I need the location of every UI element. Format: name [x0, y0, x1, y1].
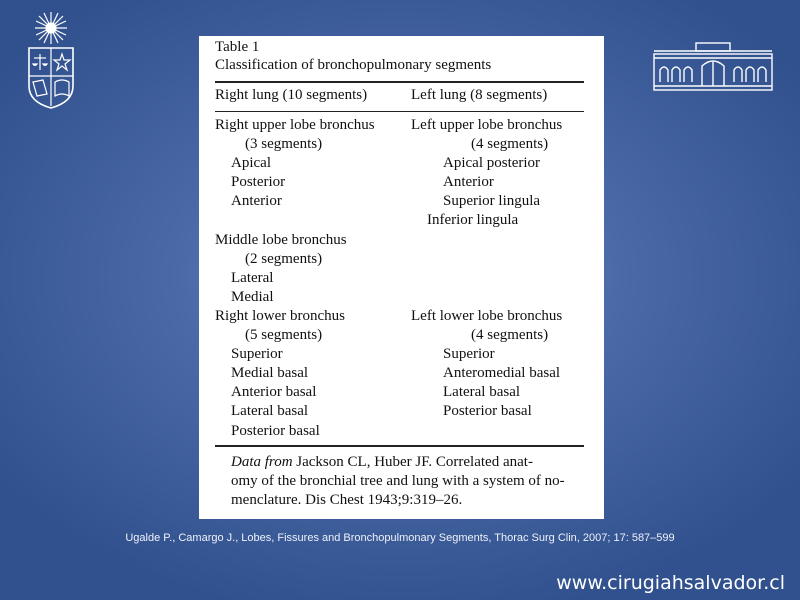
- table-row: [215, 402, 584, 421]
- table-row: [215, 154, 584, 173]
- left-lung-cell: [427, 269, 584, 288]
- left-lung-cell: Superior: [443, 346, 495, 363]
- right-lung-cell: Apical: [231, 155, 271, 172]
- footnote-line-2: omy of the bronchial tree and lung with a system of no-: [231, 472, 565, 489]
- source-citation: Ugalde P., Camargo J., Lobes, Fissures and Bronchopulmonary Segments, Thorac Surg Clin, 2007; 17: 587–599: [125, 532, 675, 544]
- right-lung-cell: Middle lobe bronchus: [215, 231, 347, 248]
- footnote-line-1: [231, 453, 584, 472]
- right-lung-cell: (3 segments): [245, 136, 323, 153]
- right-lung-cell: Right lower bronchus: [215, 307, 345, 324]
- left-lung-cell: Inferior lingula: [427, 212, 519, 229]
- table-title: Table 1: [215, 39, 260, 55]
- right-lung-cell: Superior: [231, 346, 283, 363]
- left-lung-cell: Superior lingula: [443, 193, 541, 210]
- building-facade-icon: [652, 40, 774, 92]
- left-lung-cell: Left upper lobe bronchus: [411, 117, 563, 133]
- classification-table-card: [199, 36, 604, 519]
- left-lung-cell: (4 segments): [471, 136, 549, 153]
- left-lung-cell: [441, 250, 584, 269]
- left-lung-cell: Anteromedial basal: [443, 365, 561, 382]
- website-url: www.cirugiahsalvador.cl: [556, 572, 785, 594]
- right-lung-cell: (5 segments): [245, 327, 323, 344]
- right-lung-cell: Anterior: [231, 193, 282, 210]
- table-row: [215, 288, 584, 307]
- table-header-row: [215, 83, 584, 111]
- table-body: [215, 112, 584, 445]
- table-row: [215, 422, 584, 441]
- table-row: [215, 211, 584, 230]
- shield-emblem-icon: [25, 10, 77, 110]
- left-lung-cell: [427, 288, 584, 307]
- left-lung-cell: Left lower lobe bronchus: [411, 307, 563, 324]
- table-row: [215, 307, 584, 326]
- table-row: [215, 231, 584, 250]
- right-lung-cell: Lateral basal: [231, 403, 309, 420]
- table-row: [215, 192, 584, 211]
- left-lung-cell: [427, 422, 584, 441]
- table-row: [215, 326, 584, 345]
- hospital-building-logo: [652, 40, 774, 92]
- right-lung-cell: Posterior basal: [231, 422, 320, 439]
- footnote-text-1: Jackson CL, Huber JF. Correlated anat-: [292, 453, 533, 470]
- right-lung-cell: Right upper lobe bronchus: [215, 117, 375, 133]
- table-row: [215, 116, 584, 135]
- table-subtitle: Classification of bronchopulmonary segments: [215, 57, 492, 73]
- table-row: [215, 364, 584, 383]
- left-lung-cell: Lateral basal: [443, 384, 521, 401]
- university-shield-logo: [25, 10, 77, 110]
- footnote-label: Data from: [231, 453, 293, 470]
- left-lung-cell: [411, 231, 584, 250]
- right-lung-cell: Medial basal: [231, 365, 309, 382]
- left-lung-cell: Anterior: [443, 174, 494, 191]
- left-lung-cell: Posterior basal: [443, 403, 532, 420]
- table-row: [215, 250, 584, 269]
- table-row: [215, 269, 584, 288]
- table-row: [215, 345, 584, 364]
- right-lung-cell: Anterior basal: [231, 384, 317, 401]
- footnote-line-3: menclature. Dis Chest 1943;9:319–26.: [231, 492, 463, 508]
- right-lung-cell: [215, 211, 411, 230]
- table-footnote: [215, 447, 584, 511]
- right-lung-cell: Posterior: [231, 174, 286, 191]
- left-lung-cell: Apical posterior: [443, 155, 541, 172]
- right-lung-cell: (2 segments): [245, 250, 323, 267]
- table-row: [215, 173, 584, 192]
- right-lung-cell: Lateral: [231, 269, 274, 286]
- table-row: [215, 383, 584, 402]
- left-lung-cell: (4 segments): [471, 327, 549, 344]
- right-lung-cell: Medial: [231, 288, 274, 305]
- header-right-lung: Right lung (10 segments): [215, 87, 368, 103]
- header-left-lung: Left lung (8 segments): [411, 87, 548, 103]
- table-row: [215, 135, 584, 154]
